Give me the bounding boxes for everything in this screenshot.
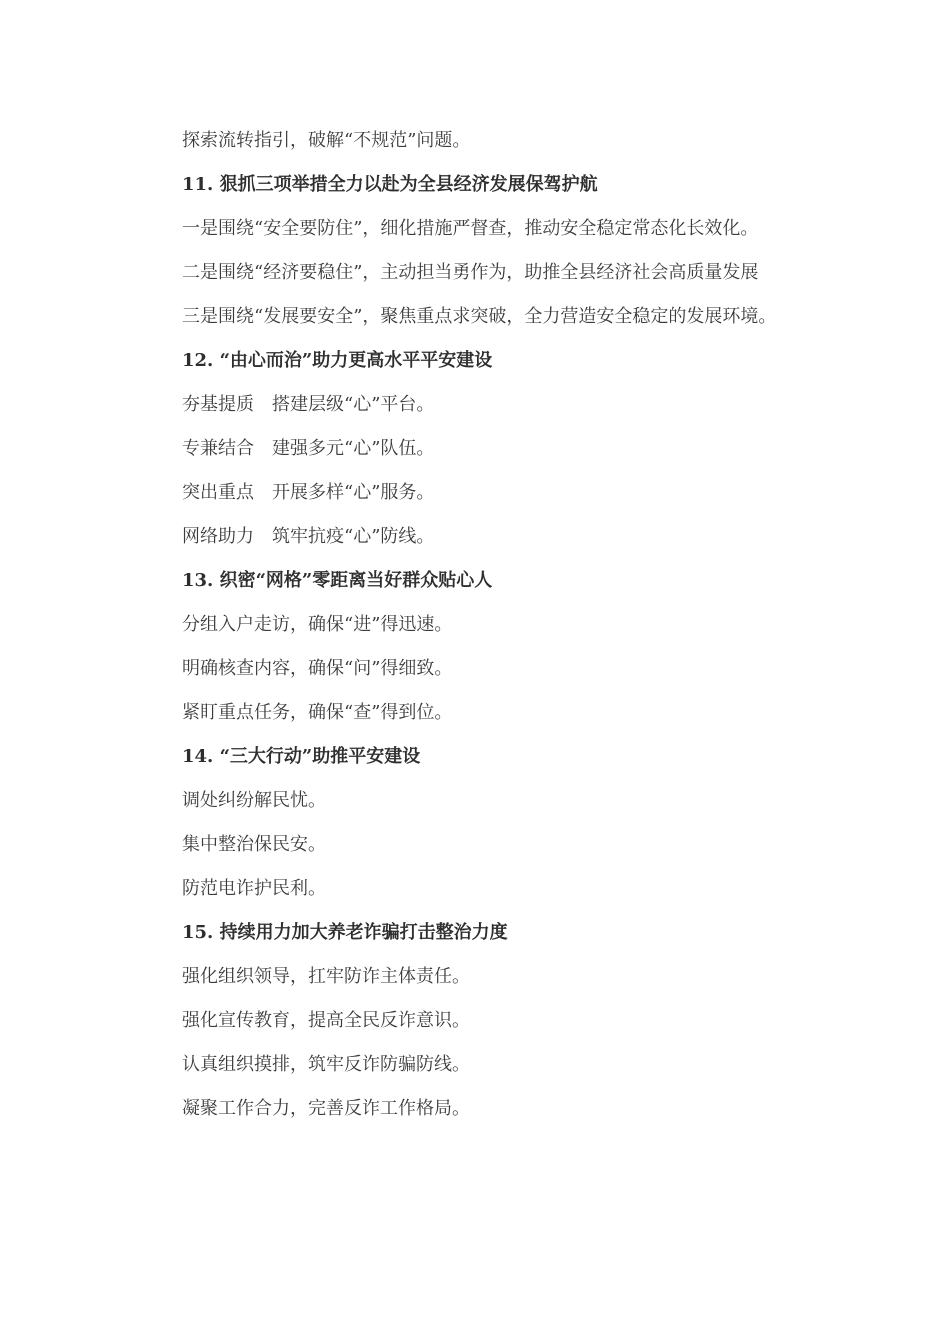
section-heading-12: 12. “由心而治”助力更高水平平安建设 <box>182 350 493 371</box>
paragraph-intro: 探索流转指引，破解“不规范”问题。 <box>182 130 471 151</box>
paragraph: 夯基提质 搭建层级“心”平台。 <box>182 394 435 415</box>
paragraph: 集中整治保民安。 <box>182 834 326 855</box>
paragraph: 专兼结合 建强多元“心”队伍。 <box>182 438 435 459</box>
section-heading-13: 13. 织密“网格”零距离当好群众贴心人 <box>182 570 493 591</box>
paragraph: 一是围绕“安全要防住”，细化措施严督查，推动安全稳定常态化长效化。 <box>182 218 759 239</box>
paragraph: 调处纠纷解民忧。 <box>182 790 326 811</box>
paragraph: 凝聚工作合力，完善反诈工作格局。 <box>182 1098 470 1119</box>
paragraph: 明确核查内容，确保“问”得细致。 <box>182 658 453 679</box>
paragraph: 三是围绕“发展要安全”，聚焦重点求突破，全力营造安全稳定的发展环境。 <box>182 306 777 327</box>
paragraph: 紧盯重点任务，确保“查”得到位。 <box>182 702 453 723</box>
paragraph: 强化宣传教育，提高全民反诈意识。 <box>182 1010 470 1031</box>
section-heading-14: 14. “三大行动”助推平安建设 <box>182 746 421 767</box>
document-page <box>144 124 810 1136</box>
section-heading-15: 15. 持续用力加大养老诈骗打击整治力度 <box>182 922 508 943</box>
section-heading-11: 11. 狠抓三项举措全力以赴为全县经济发展保驾护航 <box>182 174 598 195</box>
paragraph: 认真组织摸排，筑牢反诈防骗防线。 <box>182 1054 470 1075</box>
paragraph: 网络助力 筑牢抗疫“心”防线。 <box>182 526 435 547</box>
paragraph: 防范电诈护民利。 <box>182 878 326 899</box>
paragraph: 突出重点 开展多样“心”服务。 <box>182 482 435 503</box>
paragraph: 强化组织领导，扛牢防诈主体责任。 <box>182 966 470 987</box>
paragraph: 分组入户走访，确保“进”得迅速。 <box>182 614 453 635</box>
paragraph: 二是围绕“经济要稳住”，主动担当勇作为，助推全县经济社会高质量发展 <box>182 262 759 283</box>
